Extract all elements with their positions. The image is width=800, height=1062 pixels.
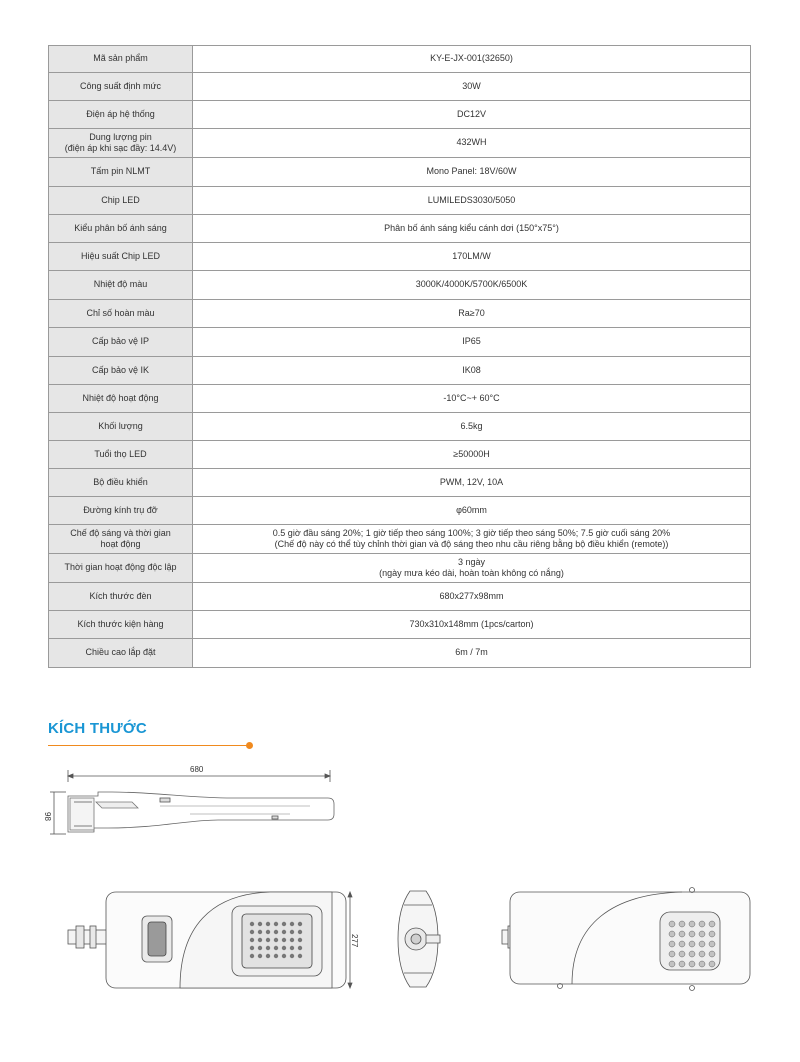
spec-value: 3 ngày (ngày mưa kéo dài, hoàn toàn không có nắng) [193,554,751,583]
spec-label: Tấm pin NLMT [49,158,193,187]
spec-row [49,300,751,328]
spec-value: Ra≥70 [193,300,751,328]
spec-label: Cấp bảo vệ IK [49,357,193,385]
spec-label: Hiệu suất Chip LED [49,243,193,271]
spec-label: Nhiệt độ hoạt động [49,385,193,413]
spec-value: φ60mm [193,497,751,525]
side-view-drawing [40,762,350,842]
spec-row [49,129,751,158]
spec-value: DC12V [193,101,751,129]
bottom-view-drawing [60,880,360,1000]
spec-value: 0.5 giờ đầu sáng 20%; 1 giờ tiếp theo sáng 100%; 3 giờ tiếp theo sáng 50%; 7.5 giờ cuối sáng 20% (Chế độ này có thể tùy chỉnh thời gian và độ sáng theo nhu cầu riêng bằng bộ điều khiển (remote)) [193,525,751,554]
spec-row [49,187,751,215]
spec-row [49,101,751,129]
spec-value: 170LM/W [193,243,751,271]
height-dimension-label: 98 [43,812,52,821]
spec-row [49,46,751,73]
spec-value: IK08 [193,357,751,385]
spec-row [49,441,751,469]
spec-value: 30W [193,73,751,101]
spec-value: 432WH [193,129,751,158]
section-title: KÍCH THƯỚC [48,720,147,737]
spec-label: Khối lượng [49,413,193,441]
spec-label: Công suất định mức [49,73,193,101]
spec-row [49,583,751,611]
spec-value: -10°C~+ 60°C [193,385,751,413]
spec-label: Mã sản phẩm [49,46,193,73]
spec-row [49,215,751,243]
front-view-drawing [390,885,460,995]
spec-row [49,639,751,668]
spec-value: Mono Panel: 18V/60W [193,158,751,187]
length-dimension-label: 680 [190,765,204,774]
spec-row [49,328,751,357]
top-view-drawing [480,882,760,997]
spec-row [49,357,751,385]
spec-label: Kích thước kiện hàng [49,611,193,639]
spec-label: Chỉ số hoàn màu [49,300,193,328]
spec-row [49,158,751,187]
spec-label: Bộ điều khiển [49,469,193,497]
spec-row [49,525,751,554]
spec-value: 680x277x98mm [193,583,751,611]
spec-row [49,469,751,497]
spec-label: Chip LED [49,187,193,215]
title-underline-dot [246,742,253,749]
spec-label: Thời gian hoạt động độc lập [49,554,193,583]
spec-row [49,271,751,300]
spec-label: Kiểu phân bố ánh sáng [49,215,193,243]
spec-row [49,554,751,583]
spec-label: Nhiệt độ màu [49,271,193,300]
spec-value: Phân bố ánh sáng kiểu cánh dơi (150°x75°) [193,215,751,243]
spec-row [49,611,751,639]
spec-label: Dung lượng pin (điện áp khi sạc đầy: 14.4V) [49,129,193,158]
spec-row [49,497,751,525]
spec-value: 6.5kg [193,413,751,441]
spec-label: Chiều cao lắp đặt [49,639,193,668]
spec-label: Điện áp hệ thống [49,101,193,129]
spec-table [48,45,751,668]
spec-value: ≥50000H [193,441,751,469]
spec-label: Đường kính trụ đỡ [49,497,193,525]
spec-value: 730x310x148mm (1pcs/carton) [193,611,751,639]
spec-value: LUMILEDS3030/5050 [193,187,751,215]
spec-label: Kích thước đèn [49,583,193,611]
spec-row [49,243,751,271]
spec-label: Tuổi thọ LED [49,441,193,469]
spec-row [49,385,751,413]
spec-row [49,413,751,441]
spec-label: Cấp bảo vệ IP [49,328,193,357]
spec-value: IP65 [193,328,751,357]
spec-row [49,73,751,101]
title-underline [48,745,248,746]
spec-value: KY-E-JX-001(32650) [193,46,751,73]
width-dimension-label: 277 [350,934,359,948]
spec-value: 3000K/4000K/5700K/6500K [193,271,751,300]
spec-value: 6m / 7m [193,639,751,668]
spec-value: PWM, 12V, 10A [193,469,751,497]
spec-label: Chế độ sáng và thời gian hoạt động [49,525,193,554]
